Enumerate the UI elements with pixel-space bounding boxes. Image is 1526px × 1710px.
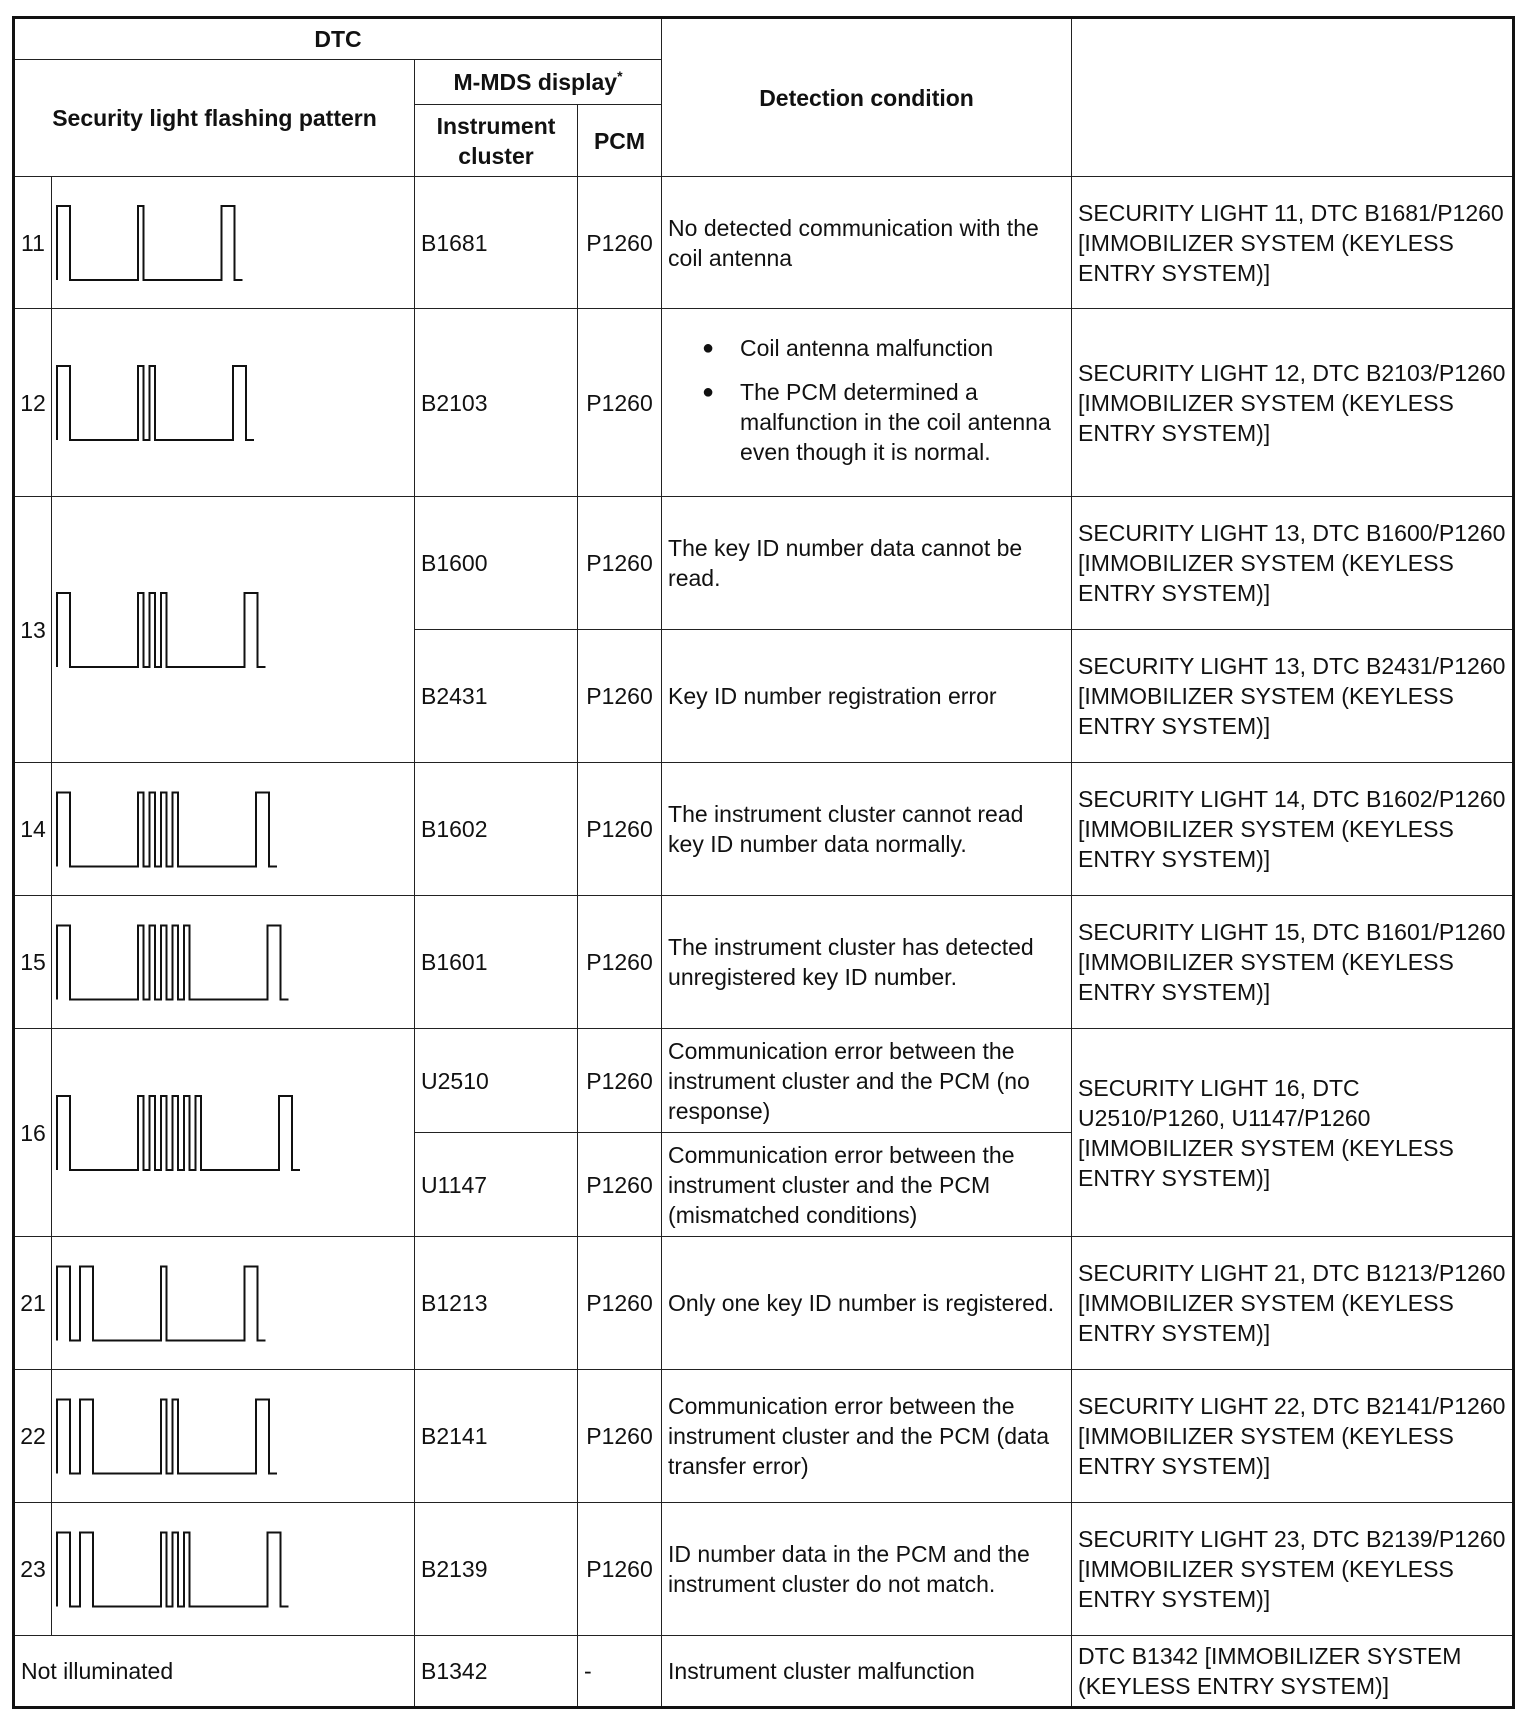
detection-condition <box>662 309 1072 497</box>
detection-condition: Communication error between the instrument cluster and the PCM (no response) <box>662 1029 1072 1133</box>
flashing-pattern-diagram <box>52 1504 412 1635</box>
flashing-pattern-waveform <box>57 1532 289 1606</box>
flashing-pattern-waveform <box>57 1266 266 1340</box>
flashing-pattern-diagram <box>52 310 412 496</box>
reference-header <box>1072 18 1514 177</box>
reference-text: SECURITY LIGHT 13, DTC B1600/P1260 [IMMOBILIZER SYSTEM (KEYLESS ENTRY SYSTEM)] <box>1072 497 1514 630</box>
pcm-code: P1260 <box>578 177 662 309</box>
flashing-pattern-diagram <box>52 1238 412 1369</box>
instrument-cluster-code: B1681 <box>415 177 578 309</box>
instrument-cluster-code: B1213 <box>415 1237 578 1370</box>
pcm-code: P1260 <box>578 1029 662 1133</box>
flashing-pattern-header: Security light flashing pattern <box>14 60 415 177</box>
detection-condition: The instrument cluster has detected unregistered key ID number. <box>662 896 1072 1029</box>
flashing-pattern-cell <box>52 1503 415 1636</box>
flashing-pattern-diagram <box>52 897 412 1028</box>
flashing-pattern-cell <box>52 1029 415 1237</box>
flashing-pattern-waveform <box>57 925 289 999</box>
dtc-code: 12 <box>14 309 52 497</box>
pcm-code: P1260 <box>578 1370 662 1503</box>
flashing-pattern-cell <box>52 309 415 497</box>
flashing-pattern-waveform <box>57 593 266 667</box>
pcm-header: PCM <box>578 105 662 177</box>
reference-text: SECURITY LIGHT 15, DTC B1601/P1260 [IMMOBILIZER SYSTEM (KEYLESS ENTRY SYSTEM)] <box>1072 896 1514 1029</box>
dtc-row-not-illuminated <box>14 1636 1514 1708</box>
dtc-row-15 <box>14 896 1514 1029</box>
pcm-code: P1260 <box>578 1237 662 1370</box>
footnote-mark: * <box>617 68 623 84</box>
detection-condition: Instrument cluster malfunction <box>662 1636 1072 1708</box>
instrument-cluster-code: B1342 <box>415 1636 578 1708</box>
reference-text: SECURITY LIGHT 23, DTC B2139/P1260 [IMMOBILIZER SYSTEM (KEYLESS ENTRY SYSTEM)] <box>1072 1503 1514 1636</box>
instrument-cluster-code: B1602 <box>415 763 578 896</box>
instrument-cluster-code: B1601 <box>415 896 578 1029</box>
dtc-row-12 <box>14 309 1514 497</box>
pcm-code: P1260 <box>578 896 662 1029</box>
dtc-row-16 <box>14 1029 1514 1133</box>
instrument-cluster-header: Instrument cluster <box>415 105 578 177</box>
flashing-pattern-cell <box>52 1237 415 1370</box>
dtc-code: 14 <box>14 763 52 896</box>
dtc-row-14 <box>14 763 1514 896</box>
dtc-code: 21 <box>14 1237 52 1370</box>
reference-text: SECURITY LIGHT 16, DTC U2510/P1260, U1147/P1260 [IMMOBILIZER SYSTEM (KEYLESS ENTRY SYSTEM)] <box>1072 1029 1514 1237</box>
instrument-cluster-code: B2141 <box>415 1370 578 1503</box>
flashing-pattern-cell <box>52 763 415 896</box>
flashing-pattern-waveform <box>57 366 254 440</box>
dtc-row-13 <box>14 497 1514 630</box>
pcm-code: P1260 <box>578 1133 662 1237</box>
detection-condition: Communication error between the instrument cluster and the PCM (data transfer error) <box>662 1370 1072 1503</box>
dtc-code: 11 <box>14 177 52 309</box>
dtc-code: 13 <box>14 497 52 763</box>
flashing-pattern-diagram <box>52 1371 412 1502</box>
condition-list <box>668 333 1065 467</box>
pcm-code: P1260 <box>578 309 662 497</box>
detection-condition: The key ID number data cannot be read. <box>662 497 1072 630</box>
flashing-pattern-cell <box>52 177 415 309</box>
dtc-header: DTC <box>14 18 662 60</box>
pcm-code: - <box>578 1636 662 1708</box>
dtc-row-21 <box>14 1237 1514 1370</box>
not-illuminated-label: Not illuminated <box>14 1636 415 1708</box>
reference-text: SECURITY LIGHT 22, DTC B2141/P1260 [IMMOBILIZER SYSTEM (KEYLESS ENTRY SYSTEM)] <box>1072 1370 1514 1503</box>
detection-condition-header: Detection condition <box>662 18 1072 177</box>
flashing-pattern-cell <box>52 497 415 763</box>
instrument-cluster-code: B1600 <box>415 497 578 630</box>
instrument-cluster-code: B2139 <box>415 1503 578 1636</box>
instrument-cluster-code: U2510 <box>415 1029 578 1133</box>
flashing-pattern-waveform <box>57 792 277 866</box>
detection-condition: Only one key ID number is registered. <box>662 1237 1072 1370</box>
condition-bullet: ● The PCM determined a malfunction in the coil antenna even though it is normal. <box>740 377 1065 467</box>
flashing-pattern-diagram <box>52 498 412 762</box>
dtc-row-22 <box>14 1370 1514 1503</box>
flashing-pattern-waveform <box>57 1096 300 1170</box>
instrument-cluster-code: B2103 <box>415 309 578 497</box>
flashing-pattern-diagram <box>52 764 412 895</box>
detection-condition: Key ID number registration error <box>662 630 1072 763</box>
reference-text: SECURITY LIGHT 14, DTC B1602/P1260 [IMMOBILIZER SYSTEM (KEYLESS ENTRY SYSTEM)] <box>1072 763 1514 896</box>
condition-bullet: ● Coil antenna malfunction <box>740 333 1065 363</box>
instrument-cluster-code: B2431 <box>415 630 578 763</box>
reference-text: SECURITY LIGHT 13, DTC B2431/P1260 [IMMOBILIZER SYSTEM (KEYLESS ENTRY SYSTEM)] <box>1072 630 1514 763</box>
mmds-display-label: M-MDS display <box>453 69 618 95</box>
dtc-table <box>12 16 1515 1709</box>
reference-text: SECURITY LIGHT 11, DTC B1681/P1260 [IMMOBILIZER SYSTEM (KEYLESS ENTRY SYSTEM)] <box>1072 177 1514 309</box>
flashing-pattern-waveform <box>57 206 243 280</box>
pcm-code: P1260 <box>578 630 662 763</box>
detection-condition: No detected communication with the coil antenna <box>662 177 1072 309</box>
instrument-cluster-code: U1147 <box>415 1133 578 1237</box>
reference-text: DTC B1342 [IMMOBILIZER SYSTEM (KEYLESS ENTRY SYSTEM)] <box>1072 1636 1514 1708</box>
dtc-table-document <box>12 16 1515 1709</box>
dtc-code: 16 <box>14 1029 52 1237</box>
dtc-row-11 <box>14 177 1514 309</box>
dtc-code: 23 <box>14 1503 52 1636</box>
reference-text: SECURITY LIGHT 21, DTC B1213/P1260 [IMMOBILIZER SYSTEM (KEYLESS ENTRY SYSTEM)] <box>1072 1237 1514 1370</box>
detection-condition: ID number data in the PCM and the instrument cluster do not match. <box>662 1503 1072 1636</box>
dtc-row-23 <box>14 1503 1514 1636</box>
flashing-pattern-waveform <box>57 1399 277 1473</box>
flashing-pattern-cell <box>52 896 415 1029</box>
detection-condition: The instrument cluster cannot read key ID number data normally. <box>662 763 1072 896</box>
dtc-code: 22 <box>14 1370 52 1503</box>
flashing-pattern-diagram <box>52 1030 412 1236</box>
pcm-code: P1260 <box>578 763 662 896</box>
detection-condition: Communication error between the instrument cluster and the PCM (mismatched conditions) <box>662 1133 1072 1237</box>
reference-text: SECURITY LIGHT 12, DTC B2103/P1260 [IMMOBILIZER SYSTEM (KEYLESS ENTRY SYSTEM)] <box>1072 309 1514 497</box>
flashing-pattern-cell <box>52 1370 415 1503</box>
pcm-code: P1260 <box>578 1503 662 1636</box>
dtc-code: 15 <box>14 896 52 1029</box>
pcm-code: P1260 <box>578 497 662 630</box>
mmds-display-header <box>415 60 662 105</box>
flashing-pattern-diagram <box>52 178 412 308</box>
